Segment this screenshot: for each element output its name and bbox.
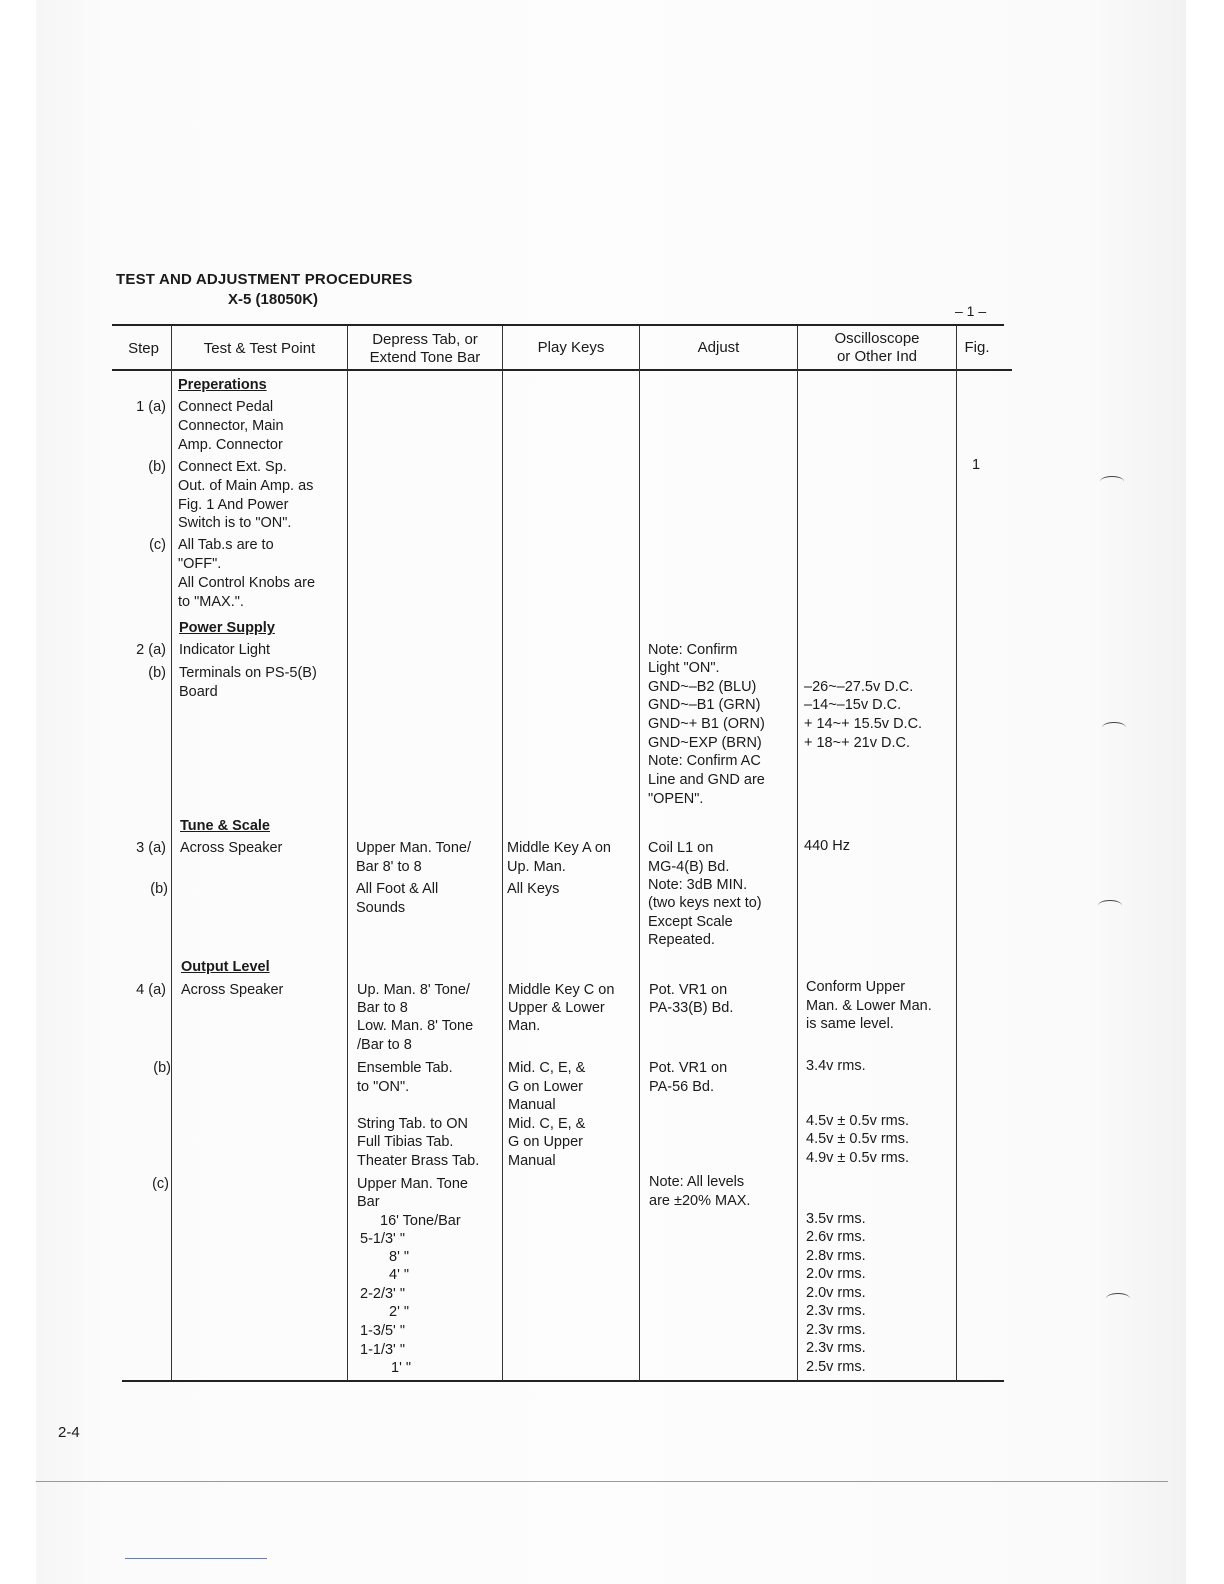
adjust-4b: PA-56 Bd.	[649, 1079, 715, 1095]
adjust-3b: Except Scale	[648, 914, 733, 930]
adjust-3b: Note: 3dB MIN.	[648, 877, 748, 893]
col-divider	[502, 326, 503, 1381]
header-osc-2: or Other Ind	[836, 348, 918, 365]
tp-line: All Tab.s are to	[178, 537, 274, 553]
col-divider	[171, 326, 172, 1381]
adjust-4c: are ±20% MAX.	[649, 1193, 751, 1209]
adjust-2b: GND~+ B1 (ORN)	[648, 716, 765, 732]
adjust-2b: Note: Confirm AC	[648, 753, 761, 769]
footage-item: 5-1/3' "	[360, 1231, 405, 1247]
header-fig: Fig.	[964, 339, 990, 356]
footage-item: 2' "	[389, 1304, 410, 1320]
model-subtitle: X-5 (18050K)	[228, 291, 319, 308]
section-power-supply: Power Supply	[179, 620, 275, 636]
depress-4b: Ensemble Tab.	[357, 1060, 453, 1076]
step-1b: (b)	[148, 459, 166, 475]
osc-4c-item: 2.0v rms.	[806, 1266, 866, 1282]
adjust-2a: Light "ON".	[648, 660, 720, 676]
osc-4a: Conform Upper	[806, 979, 906, 995]
adjust-4c: Note: All levels	[649, 1174, 745, 1190]
tp-line: Connect Ext. Sp.	[178, 459, 287, 475]
footage-item: 1' "	[391, 1360, 412, 1376]
osc-2b: –14~–15v D.C.	[804, 697, 902, 713]
adjust-3a: Coil L1 on	[648, 840, 714, 856]
play-4a: Man.	[508, 1018, 541, 1034]
header-test-point: Test & Test Point	[203, 340, 316, 357]
play-4b: Mid. C, E, &	[508, 1060, 586, 1076]
page-number: 2-4	[58, 1424, 80, 1441]
adjust-3b: (two keys next to)	[648, 895, 762, 911]
depress-3a: Bar 8' to 8	[356, 859, 422, 875]
adjust-2b: "OPEN".	[648, 791, 704, 807]
step-4c: (c)	[152, 1176, 169, 1192]
footage-item: 1-1/3' "	[360, 1342, 405, 1358]
depress-4a: Up. Man. 8' Tone/	[357, 982, 470, 998]
play-4b: Manual	[508, 1097, 556, 1113]
play-4b: Manual	[508, 1153, 556, 1169]
sheet-marker: – 1 –	[955, 303, 987, 319]
osc-3a: 440 Hz	[804, 838, 850, 854]
binder-ring-mark	[1100, 476, 1124, 487]
play-4a: Upper & Lower	[508, 1000, 605, 1016]
depress-3b: Sounds	[356, 900, 406, 916]
step-2a: 2 (a)	[136, 642, 166, 658]
fig-1b: 1	[972, 457, 981, 473]
adjust-2b: GND~–B2 (BLU)	[648, 679, 757, 695]
tp-2b-line: Terminals on PS-5(B)	[179, 665, 317, 681]
step-4a: 4 (a)	[136, 982, 166, 998]
depress-4a: Low. Man. 8' Tone	[357, 1018, 474, 1034]
step-2b: (b)	[148, 665, 166, 681]
osc-4c-item: 2.3v rms.	[806, 1303, 866, 1319]
col-divider	[956, 326, 957, 1381]
tp-line: "OFF".	[178, 556, 222, 572]
tp-2b-line: Board	[179, 684, 218, 700]
col-divider	[347, 326, 348, 1381]
adjust-2b: Line and GND are	[648, 772, 765, 788]
footer-rule	[36, 1481, 1168, 1482]
tp-line: to "MAX.".	[178, 594, 244, 610]
step-4b: (b)	[153, 1060, 171, 1076]
osc-4b: 3.4v rms.	[806, 1058, 866, 1074]
osc-2b: + 14~+ 15.5v D.C.	[804, 716, 923, 732]
osc-2b: –26~–27.5v D.C.	[804, 679, 914, 695]
osc-4c-item: 2.8v rms.	[806, 1248, 866, 1264]
table-top-rule	[112, 324, 1004, 326]
osc-4c-item: 2.6v rms.	[806, 1229, 866, 1245]
osc-4c-item: 2.3v rms.	[806, 1340, 866, 1356]
page-title: TEST AND ADJUSTMENT PROCEDURES	[116, 271, 413, 288]
adjust-3b: Repeated.	[648, 932, 715, 948]
tp-line: Connector, Main	[178, 418, 284, 434]
tp-line: Out. of Main Amp. as	[178, 478, 314, 494]
depress-4c: Upper Man. Tone	[357, 1176, 468, 1192]
adjust-2b: GND~–B1 (GRN)	[648, 697, 761, 713]
osc-4c-item: 2.3v rms.	[806, 1322, 866, 1338]
blue-underline-mark	[125, 1558, 267, 1559]
play-4b: G on Lower	[508, 1079, 583, 1095]
tp-line: Amp. Connector	[178, 437, 283, 453]
section-output-level: Output Level	[181, 959, 270, 975]
step-1a: 1 (a)	[136, 399, 166, 415]
binder-ring-mark	[1102, 722, 1126, 733]
tp-2a: Indicator Light	[179, 642, 271, 658]
step-1c: (c)	[149, 537, 166, 553]
adjust-2b: GND~EXP (BRN)	[648, 735, 762, 751]
adjust-2a: Note: Confirm	[648, 642, 738, 658]
table-bottom-rule	[122, 1380, 1004, 1382]
osc-4c-item: 3.5v rms.	[806, 1211, 866, 1227]
play-3b: All Keys	[507, 881, 560, 897]
play-3a: Up. Man.	[507, 859, 566, 875]
depress-4a: Bar to 8	[357, 1000, 408, 1016]
footage-item: 8' "	[389, 1249, 410, 1265]
header-osc-1: Oscilloscope	[834, 330, 920, 347]
tp-4a: Across Speaker	[181, 982, 284, 998]
play-3a: Middle Key A on	[507, 840, 611, 856]
depress-4b: Theater Brass Tab.	[357, 1153, 480, 1169]
osc-4a: Man. & Lower Man.	[806, 998, 932, 1014]
depress-4b: Full Tibias Tab.	[357, 1134, 454, 1150]
adjust-4a: Pot. VR1 on	[649, 982, 728, 998]
play-4a: Middle Key C on	[508, 982, 615, 998]
scanned-page	[36, 0, 1186, 1584]
tp-line: Fig. 1 And Power	[178, 497, 289, 513]
header-bottom-rule	[112, 369, 1012, 371]
osc-2b: + 18~+ 21v D.C.	[804, 735, 910, 751]
play-4b: Mid. C, E, &	[508, 1116, 586, 1132]
footage-item: 1-3/5' "	[360, 1323, 405, 1339]
tp-3a: Across Speaker	[180, 840, 283, 856]
depress-3a: Upper Man. Tone/	[356, 840, 471, 856]
footage-item: 4' "	[389, 1267, 410, 1283]
binder-ring-mark	[1106, 1293, 1130, 1304]
header-adjust: Adjust	[697, 339, 740, 356]
adjust-3a: MG-4(B) Bd.	[648, 859, 730, 875]
depress-3b: All Foot & All	[356, 881, 439, 897]
depress-4b: String Tab. to ON	[357, 1116, 468, 1132]
col-divider	[797, 326, 798, 1381]
osc-4b: 4.5v ± 0.5v rms.	[806, 1113, 910, 1129]
osc-4c-item: 2.0v rms.	[806, 1285, 866, 1301]
adjust-4b: Pot. VR1 on	[649, 1060, 728, 1076]
depress-4c: Bar	[357, 1194, 380, 1210]
binder-ring-mark	[1098, 900, 1122, 911]
osc-4c-item: 2.5v rms.	[806, 1359, 866, 1375]
header-play-keys: Play Keys	[537, 339, 605, 356]
osc-4b: 4.5v ± 0.5v rms.	[806, 1131, 910, 1147]
depress-4a: /Bar to 8	[357, 1037, 412, 1053]
osc-4b: 4.9v ± 0.5v rms.	[806, 1150, 910, 1166]
osc-4a: is same level.	[806, 1016, 894, 1032]
footage-item: 16' Tone/Bar	[380, 1213, 461, 1229]
step-3a: 3 (a)	[136, 840, 166, 856]
adjust-4a: PA-33(B) Bd.	[649, 1000, 734, 1016]
play-4b: G on Upper	[508, 1134, 583, 1150]
header-depress-1: Depress Tab, or	[372, 331, 478, 348]
tp-line: All Control Knobs are	[178, 575, 316, 591]
section-tune-scale: Tune & Scale	[180, 818, 270, 834]
step-3b: (b)	[150, 881, 168, 897]
header-depress-2: Extend Tone Bar	[369, 349, 481, 366]
header-step: Step	[128, 340, 159, 357]
footage-item: 2-2/3' "	[360, 1286, 405, 1302]
tp-line: Switch is to "ON".	[178, 515, 292, 531]
col-divider	[639, 326, 640, 1381]
section-preparations: Preperations	[178, 377, 267, 393]
tp-line: Connect Pedal	[178, 399, 274, 415]
depress-4b: to "ON".	[357, 1079, 410, 1095]
